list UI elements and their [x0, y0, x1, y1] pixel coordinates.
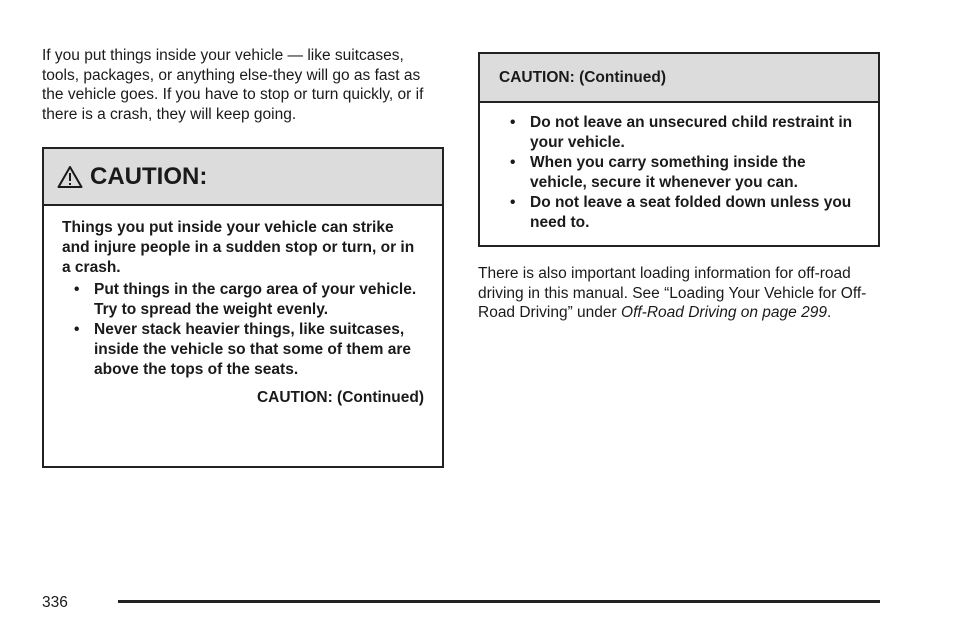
- page-number: 336: [42, 594, 68, 611]
- intro-paragraph: If you put things inside your vehicle — like suitcases, tools, packages, or anything else-they will go as fast as the vehicle goes. If you have to stop or turn quickly, or if there is a crash, they will keep going.: [42, 47, 424, 123]
- left-column: [42, 46, 444, 468]
- caution-continued-box: [478, 52, 880, 247]
- caution-continued-header: CAUTION: (Continued): [480, 54, 878, 103]
- list-item: • Do not leave an unsecured child restraint in your vehicle.: [510, 114, 853, 151]
- cross-reference: Off-Road Driving on page 299: [621, 304, 827, 321]
- bullet-glyph: •: [510, 114, 516, 131]
- caution-continued-label: CAUTION: (Continued): [256, 389, 424, 406]
- loading-info-paragraph: There is also important loading information for off-road driving in this manual. See “Loading Your Vehicle for Off-Road Driving” under Off-Road Driving on page 299.: [478, 265, 867, 321]
- footer-rule: [118, 600, 880, 603]
- caution-body: [44, 206, 442, 408]
- caution-continued-bullet-list: [498, 113, 860, 233]
- caution-lead-text: Things you put inside your vehicle can strike and injure people in a sudden stop or turn, or in a crash.: [62, 219, 415, 276]
- warning-triangle-icon: [56, 164, 84, 190]
- caution-box: [42, 147, 444, 468]
- bullet-glyph: •: [510, 194, 516, 211]
- list-item: • Never stack heavier things, like suitcases, inside the vehicle so that some of them are above the tops of the seats.: [74, 321, 411, 378]
- bullet-glyph: •: [510, 154, 516, 171]
- bullet-glyph: •: [74, 281, 80, 298]
- list-item: • Put things in the cargo area of your vehicle. Try to spread the weight evenly.: [74, 281, 417, 318]
- caution-continued-body: [480, 103, 878, 233]
- caution-header: [44, 149, 442, 206]
- caution-bullet-list: [62, 280, 424, 380]
- bullet-glyph: •: [74, 321, 80, 338]
- right-column: [478, 52, 880, 323]
- caution-title: CAUTION:: [90, 162, 208, 190]
- list-item: • When you carry something inside the vehicle, secure it whenever you can.: [510, 154, 806, 191]
- list-item: • Do not leave a seat folded down unless you need to.: [510, 194, 852, 231]
